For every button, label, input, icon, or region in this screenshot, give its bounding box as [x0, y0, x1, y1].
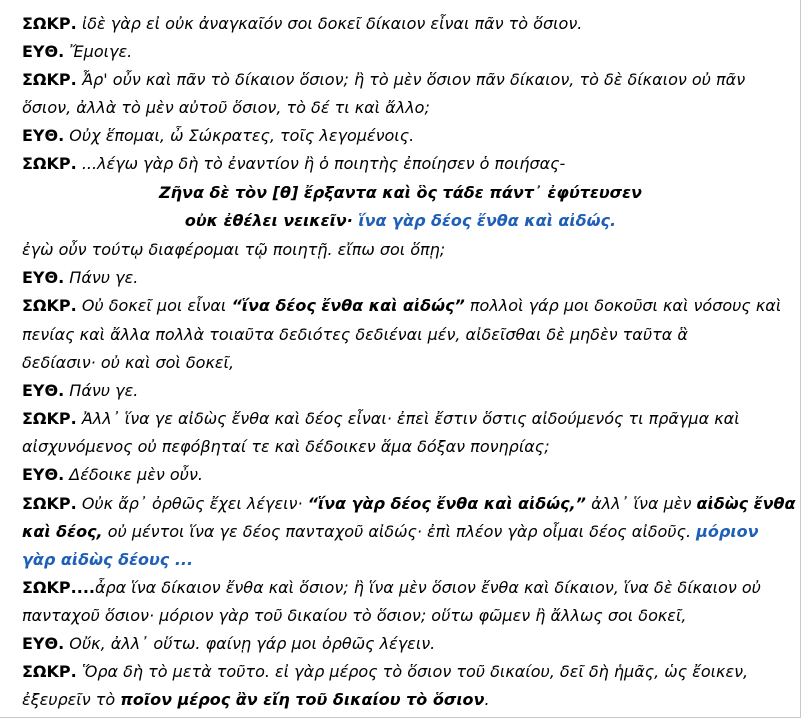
dialogue-line	[22, 296, 781, 316]
bold-phrase: καὶ δέος,	[22, 522, 103, 541]
line-text-after: ἀλλ᾽ ἵνα μὲν	[585, 494, 697, 513]
dialogue-line	[22, 409, 740, 429]
line-text: ἆρα ἵνα δίκαιον ἔνθα καὶ ὅσιον; ἢ ἵνα μὲν ὅσιον ἔνθα καὶ δίκαιον, ἵνα δὲ δίκαιον οὐ	[94, 578, 761, 597]
verse-line	[0, 183, 801, 203]
speaker-label: ΕΥΘ.	[22, 126, 65, 145]
line-text: αἰσχυνόμενος οὐ πεφόβηταί τε καὶ δέδοικεν ἅμα δόξαν πονηρίας;	[22, 437, 550, 456]
speaker-label: ΣΩΚΡ.	[22, 578, 77, 597]
line-text: ...λέγω γὰρ δὴ τὸ ἐναντίον ἢ ὁ ποιητὴς ἐποίησεν ὁ ποιήσας-	[76, 154, 566, 173]
dialogue-line	[22, 662, 748, 682]
dialogue-line	[22, 14, 582, 34]
dialogue-line	[22, 494, 795, 514]
speaker-label: ΕΥΘ.	[22, 268, 65, 287]
speaker-label: ΣΩΚΡ.	[22, 70, 77, 89]
verse-line	[0, 211, 801, 231]
speaker-label: ΕΥΘ.	[22, 381, 65, 400]
line-text: Πάνυ γε.	[64, 268, 139, 287]
bold-quote: “ἵνα γὰρ δέος ἔνθα καὶ αἰδώς,”	[307, 494, 586, 513]
speaker-label: ΣΩΚΡ.	[22, 296, 77, 315]
line-text: Ὅρα δὴ τὸ μετὰ τοῦτο. εἰ γὰρ μέρος τὸ ὅσιον τοῦ δικαίου, δεῖ δὴ ἡμᾶς, ὡς ἔοικεν,	[76, 662, 749, 681]
line-text: Οὐκ ἄρ᾽ ὀρθῶς ἔχει λέγειν·	[76, 494, 308, 513]
dialogue-line	[22, 465, 203, 485]
line-text: Οὔκ, ἀλλ᾽ οὕτω. φαίνῃ γάρ μοι ὀρθῶς λέγειν.	[64, 634, 436, 653]
dialogue-line	[22, 42, 132, 62]
bold-phrase: αἰδὼς ἔνθα	[696, 494, 796, 513]
dialogue-line	[22, 240, 445, 260]
dialogue-line	[22, 437, 550, 457]
line-text: ἰδὲ γὰρ εἰ οὐκ ἀναγκαῖόν σοι δοκεῖ δίκαιον εἶναι πᾶν τὸ ὅσιον.	[76, 14, 583, 33]
verse-text: Ζῆνα δὲ τὸν [θ] ἔρξαντα καὶ ὃς τάδε πάντ᾽ ἐφύτευσεν	[159, 183, 642, 202]
line-text: οὐ μέντοι ἵνα γε δέος πανταχοῦ αἰδώς· ἐπὶ πλέον γὰρ οἶμαι δέος αἰδοῦς.	[102, 522, 697, 541]
dialogue-line	[22, 98, 430, 118]
line-text: δεδίασιν· οὐ καὶ σοὶ δοκεῖ,	[22, 353, 235, 372]
verse-highlight: ἵνα γὰρ δέος ἔνθα καὶ αἰδώς.	[352, 211, 617, 230]
dialogue-line	[22, 606, 686, 626]
speaker-label: ΕΥΘ.	[22, 465, 65, 484]
speaker-label: ΣΩΚΡ.	[22, 494, 77, 513]
bold-phrase: ποῖον μέρος ἂν εἴη τοῦ δικαίου τὸ ὅσιον	[120, 690, 485, 709]
line-text: Ἆρ' οὖν καὶ πᾶν τὸ δίκαιον ὅσιον; ἢ τὸ μὲν ὅσιον πᾶν δίκαιον, τὸ δὲ δίκαιον οὐ πᾶν	[76, 70, 746, 89]
speaker-label: ΣΩΚΡ.	[22, 154, 77, 173]
line-text-final: .	[484, 690, 490, 709]
blue-phrase: μόριον	[696, 522, 759, 541]
dialogue-line	[22, 634, 435, 654]
line-text: ἐγὼ οὖν τούτῳ διαφέρομαι τῷ ποιητῇ. εἴπω σοι ὅπῃ;	[22, 240, 446, 259]
line-text: ἐξευρεῖν τὸ	[22, 690, 121, 709]
dialogue-line	[22, 522, 758, 542]
line-text: Οὐ δοκεῖ μοι εἶναι	[76, 296, 232, 315]
speaker-label: ΣΩΚΡ.	[22, 409, 77, 428]
line-text-after: πολλοὶ γάρ μοι δοκοῦσι καὶ νόσους καὶ	[464, 296, 782, 315]
speaker-label: ΕΥΘ.	[22, 42, 65, 61]
dialogue-line	[22, 690, 490, 710]
bold-quote: “ἵνα δέος ἔνθα καὶ αἰδώς”	[231, 296, 465, 315]
blue-phrase: γὰρ αἰδὼς δέους ...	[22, 550, 194, 569]
line-text: πενίας καὶ ἄλλα πολλὰ τοιαῦτα δεδιότες δεδιέναι μέν, αἰδεῖσθαι δὲ μηδὲν ταῦτα ἃ	[22, 325, 688, 344]
line-text: πανταχοῦ ὅσιον· μόριον γὰρ τοῦ δικαίου τὸ ὅσιον; οὕτω φῶμεν ἢ ἄλλως σοι δοκεῖ,	[22, 606, 687, 625]
speaker-label: ΣΩΚΡ.	[22, 662, 77, 681]
dialogue-line	[22, 154, 565, 174]
line-text: Δέδοικε μὲν οὖν.	[64, 465, 203, 484]
dialogue-line	[22, 353, 234, 373]
line-text: Ἔμοιγε.	[64, 42, 133, 61]
line-text: Οὐχ ἕπομαι, ὦ Σώκρατες, τοῖς λεγομένοις.	[64, 126, 415, 145]
speaker-label: ΕΥΘ.	[22, 634, 65, 653]
dialogue-line	[22, 70, 745, 90]
speaker-label: ΣΩΚΡ.	[22, 14, 77, 33]
dialogue-line	[22, 126, 414, 146]
dialogue-line	[22, 550, 193, 570]
line-text: Ἀλλ᾽ ἵνα γε αἰδὼς ἔνθα καὶ δέος εἶναι· ἐπεὶ ἔστιν ὅστις αἰδούμενός τι πρᾶγμα καὶ	[76, 409, 740, 428]
dialogue-line	[22, 381, 138, 401]
speaker-suffix: ...	[76, 578, 95, 597]
line-text: Πάνυ γε.	[64, 381, 139, 400]
dialogue-line	[22, 268, 138, 288]
line-text: ὅσιον, ἀλλὰ τὸ μὲν αὐτοῦ ὅσιον, τὸ δέ τι καὶ ἄλλο;	[22, 98, 430, 117]
dialogue-line	[22, 325, 688, 345]
dialogue-line	[22, 578, 761, 598]
verse-text: οὐκ ἐθέλει νεικεῖν·	[184, 211, 353, 230]
